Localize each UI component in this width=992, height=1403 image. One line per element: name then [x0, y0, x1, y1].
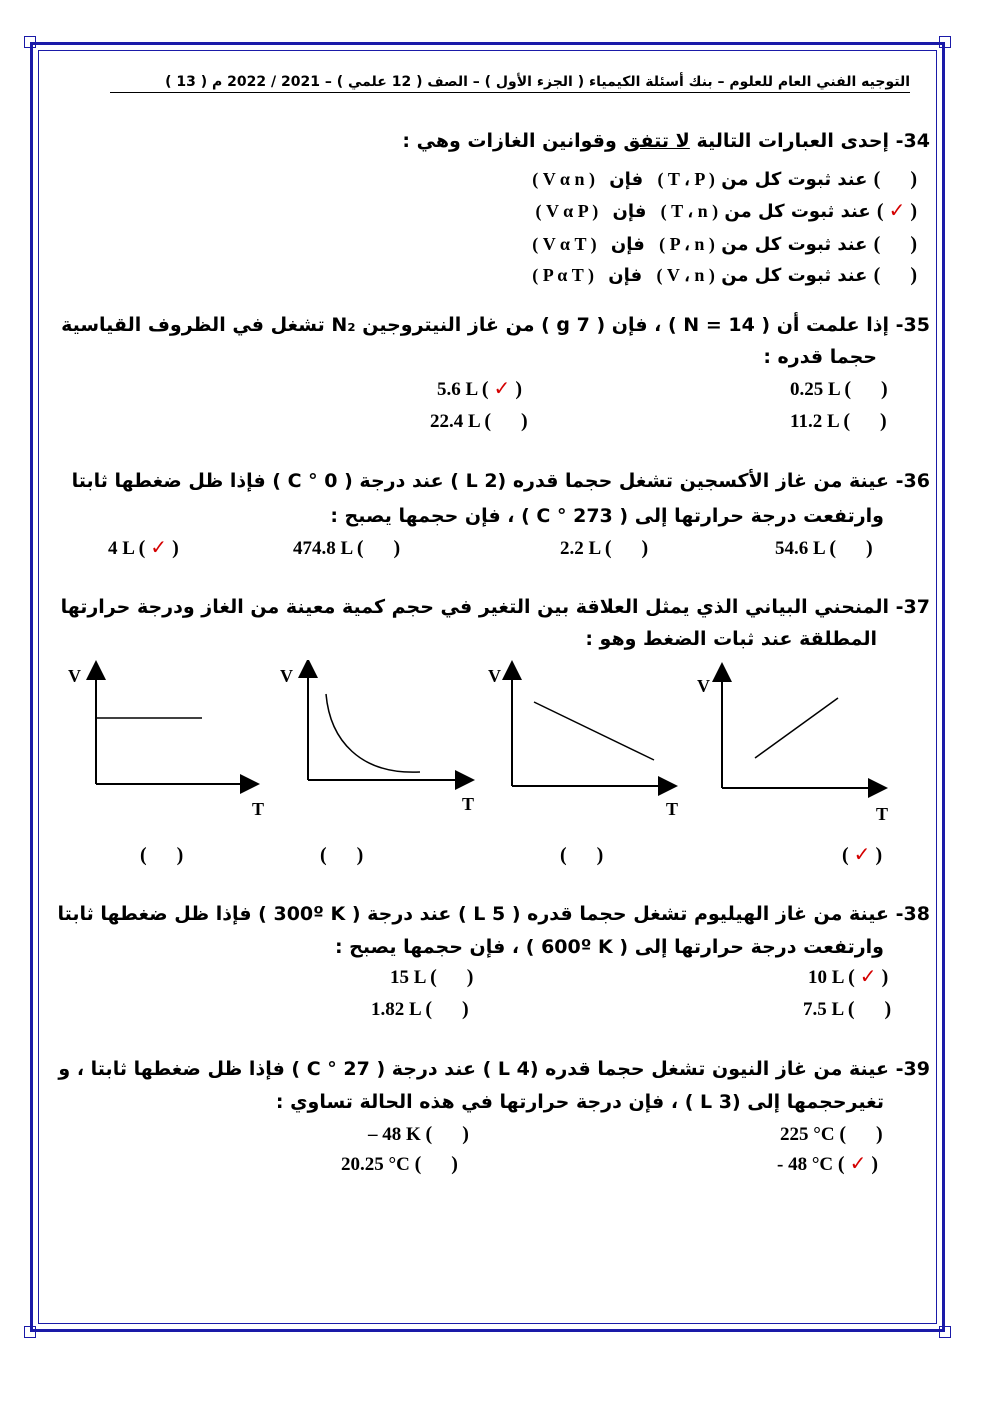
- q36-number: 36-: [895, 470, 930, 492]
- corner-ornament: [939, 1326, 951, 1338]
- check-mark: ✓: [493, 376, 511, 400]
- q39-option-value: - 48 °C: [777, 1154, 838, 1175]
- q38-option[interactable]: [390, 964, 473, 989]
- q34-option-constants: ( T ، P ): [657, 169, 715, 189]
- q39-option[interactable]: [341, 1151, 458, 1176]
- answer-box[interactable]: ( ): [847, 998, 892, 1020]
- answer-box[interactable]: ( ): [425, 1123, 469, 1145]
- check-mark: [617, 535, 637, 559]
- q38-option[interactable]: [371, 996, 469, 1021]
- check-mark: [856, 376, 876, 400]
- q34-option-text: عند ثبوت كل من: [714, 169, 874, 190]
- q36-option[interactable]: [560, 535, 648, 560]
- q34-option[interactable]: [532, 262, 917, 287]
- q34-option-constants: ( V ، n ): [656, 265, 715, 285]
- q36-option-value: 474.8 L: [293, 538, 357, 559]
- q39-option[interactable]: [777, 1151, 878, 1176]
- check-mark: [885, 262, 905, 286]
- answer-box[interactable]: ( ): [320, 844, 364, 866]
- answer-box[interactable]: ( ): [484, 410, 528, 432]
- q34-option-text: عند ثبوت كل من: [714, 265, 874, 286]
- q38-option-value: 15 L: [390, 967, 431, 988]
- q34-option[interactable]: [535, 198, 917, 223]
- q39-stem-line1: [58, 1058, 930, 1080]
- q36-option-value: 2.2 L: [560, 538, 605, 559]
- q38-option-value: 7.5 L: [803, 999, 848, 1020]
- q34-option-relation: ( V α T ): [532, 234, 597, 254]
- answer-box[interactable]: ( ): [873, 233, 917, 255]
- check-mark: [426, 1151, 446, 1175]
- q38-number: 38-: [895, 903, 930, 925]
- answer-box[interactable]: ( ): [414, 1153, 458, 1175]
- q35-option[interactable]: [437, 376, 522, 401]
- q35-option-value: 11.2 L: [790, 411, 844, 432]
- q34-option-text: عند ثبوت كل من: [718, 201, 877, 222]
- q36-option[interactable]: [775, 535, 873, 560]
- q34-option-constants: ( P ، n ): [659, 234, 715, 254]
- graph-inverse-curve: [280, 666, 474, 814]
- check-mark: [841, 535, 861, 559]
- q34-negation: لا تتفق: [623, 130, 690, 152]
- answer-box[interactable]: ( ): [839, 1123, 883, 1145]
- q38-option[interactable]: [808, 964, 888, 989]
- check-mark: [369, 535, 389, 559]
- check-mark: [437, 1121, 457, 1145]
- answer-box[interactable]: ( ): [140, 844, 184, 866]
- q35-number: 35-: [895, 314, 930, 336]
- answer-box[interactable]: ( ): [425, 998, 469, 1020]
- q37-stem-line1: [61, 596, 930, 618]
- q34-option-constants: ( T ، n ): [660, 201, 719, 221]
- q34-option-then: فإن: [604, 234, 652, 255]
- q38-stem-line1: [57, 903, 930, 925]
- answer-box[interactable]: ( ): [829, 537, 873, 559]
- q38-option[interactable]: [803, 996, 891, 1021]
- q34-option-relation: ( V α P ): [535, 201, 599, 221]
- q37-answer[interactable]: [842, 842, 882, 867]
- q39-option-value: 225 °C: [780, 1124, 840, 1145]
- q36-option[interactable]: [293, 535, 400, 560]
- q35-option[interactable]: [790, 408, 887, 433]
- q34-stem: [402, 130, 930, 152]
- q37-number: 37-: [895, 596, 930, 618]
- q38-option-value: 1.82 L: [371, 999, 426, 1020]
- q36-option[interactable]: [108, 535, 179, 560]
- q35-stem-line1: [61, 314, 930, 336]
- axis-y-label: V: [280, 666, 293, 686]
- q35-option-value: 22.4 L: [430, 411, 485, 432]
- q34-option[interactable]: [532, 231, 917, 256]
- q39-text-line1: عينة من غاز النيون تشغل حجما قدره (4 L ) عند درجة ( 27 ° C ) فإذا ظل ضغطها ثابتا ، و: [58, 1058, 896, 1080]
- axis-x-label: T: [876, 804, 889, 824]
- corner-ornament: [24, 1326, 36, 1338]
- axis-y-label: V: [68, 666, 81, 686]
- q35-option-value: 5.6 L: [437, 379, 482, 400]
- check-mark: ✓: [853, 842, 871, 866]
- check-mark: [855, 408, 875, 432]
- answer-box[interactable]: ( ): [873, 168, 917, 190]
- q36-stem-line1: [72, 470, 930, 492]
- check-mark: [442, 964, 462, 988]
- q39-option[interactable]: [368, 1121, 469, 1146]
- q35-stem-line2: حجما قدره :: [763, 346, 877, 368]
- q35-option[interactable]: [790, 376, 888, 401]
- q34-option-then: فإن: [606, 201, 653, 222]
- q38-text-line1: عينة من غاز الهيليوم تشغل حجما قدره ( 5 L ) عند درجة ( 300º K ) فإذا ظل ضغطها ثابتا: [57, 903, 896, 925]
- graph-horizontal: [68, 666, 264, 819]
- answer-box[interactable]: ( ): [844, 378, 888, 400]
- page-header: التوجيه الفني العام للعلوم – بنك أسئلة الكيمياء ( الجزء الأول ) – الصف ( 12 علمي ) – 2021 / 2022 م ( 13 ): [110, 74, 910, 93]
- q34-number: 34-: [895, 130, 930, 152]
- answer-box[interactable]: ( ): [430, 966, 474, 988]
- q34-option-relation: ( P α T ): [532, 265, 594, 285]
- axis-x-label: T: [666, 799, 679, 819]
- answer-box[interactable]: ( ✓ ): [848, 964, 889, 988]
- answer-box[interactable]: ( ): [843, 410, 887, 432]
- q37-text-line1: المنحني البياني الذي يمثل العلاقة بين التغير في حجم كمية معينة من الغاز ودرجة حرارتها: [60, 596, 896, 618]
- answer-box[interactable]: ( ✓ ): [876, 198, 917, 222]
- q36-text-line1: عينة من غاز الأكسجين تشغل حجما قدره (2 L ) عند درجة ( 0 ° C ) فإذا ظل ضغطها ثابتا: [71, 470, 896, 492]
- q35-option-value: 0.25 L: [790, 379, 845, 400]
- check-mark: [885, 166, 905, 190]
- check-mark: [496, 408, 516, 432]
- check-mark: [572, 842, 592, 866]
- q37-stem-line2: المطلقة عند ثبات الضغط وهو :: [585, 628, 877, 650]
- q39-option-value: 20.25 °C: [341, 1154, 415, 1175]
- q36-option-value: 4 L: [108, 538, 139, 559]
- answer-box[interactable]: ( ): [604, 537, 649, 559]
- q37-answer[interactable]: [320, 842, 363, 867]
- check-mark: [332, 842, 352, 866]
- q38-option-value: 10 L: [808, 967, 849, 988]
- answer-box[interactable]: ( ✓ ): [138, 535, 179, 559]
- check-mark: [152, 842, 172, 866]
- corner-ornament: [939, 36, 951, 48]
- axis-y-label: V: [488, 666, 501, 686]
- q34-option[interactable]: [532, 166, 917, 191]
- answer-box[interactable]: ( ): [356, 537, 401, 559]
- answer-box[interactable]: ( ✓ ): [837, 1151, 879, 1175]
- q39-option[interactable]: [780, 1121, 883, 1146]
- answer-box[interactable]: ( ✓ ): [842, 842, 883, 866]
- q34-option-text: عند ثبوت كل من: [714, 234, 874, 255]
- q39-option-value: – 48 K: [368, 1124, 426, 1145]
- check-mark: [851, 1121, 871, 1145]
- q35-text-line1: إذا علمت أن ( N = 14 ) ، فإن ( 7 g ) من غاز النيتروجين N₂ تشغل في الظروف القياسية: [61, 314, 896, 336]
- q37-answer[interactable]: [140, 842, 183, 867]
- q36-stem-line2: وارتفعت درجة حرارتها إلى ( 273 ° C ) ، فإن حجمها يصبح :: [330, 505, 884, 527]
- answer-box[interactable]: ( ✓ ): [481, 376, 522, 400]
- axis-y-label: V: [697, 676, 710, 696]
- answer-box[interactable]: ( ): [560, 844, 604, 866]
- check-mark: ✓: [859, 964, 877, 988]
- q37-answer[interactable]: [560, 842, 603, 867]
- q39-stem-line2: تغيرحجمها إلى (3 L ) ، فإن درجة حرارتها في هذه الحالة تساوي :: [275, 1091, 884, 1113]
- check-mark: ✓: [888, 198, 906, 222]
- check-mark: ✓: [150, 535, 168, 559]
- check-mark: ✓: [849, 1151, 867, 1175]
- answer-box[interactable]: ( ): [873, 264, 917, 286]
- q34-option-relation: ( V α n ): [532, 169, 595, 189]
- q39-number: 39-: [895, 1058, 930, 1080]
- corner-ornament: [24, 36, 36, 48]
- check-mark: [860, 996, 880, 1020]
- check-mark: [885, 231, 905, 255]
- check-mark: [437, 996, 457, 1020]
- q34-option-then: فإن: [602, 169, 650, 190]
- graph-increasing-line: [697, 672, 888, 824]
- q35-option[interactable]: [430, 408, 528, 433]
- q34-text-b: وقوانين الغازات وهي :: [402, 130, 624, 152]
- q38-stem-line2: وارتفعت درجة حرارتها إلى ( 600º K ) ، فإن حجمها يصبح :: [334, 936, 884, 958]
- axis-x-label: T: [462, 794, 475, 814]
- q34-text-a: إحدى العبارات التالية: [689, 130, 896, 152]
- graph-decreasing-line: [488, 666, 678, 819]
- q34-option-then: فإن: [601, 265, 649, 286]
- axis-x-label: T: [252, 799, 265, 819]
- q36-option-value: 54.6 L: [775, 538, 830, 559]
